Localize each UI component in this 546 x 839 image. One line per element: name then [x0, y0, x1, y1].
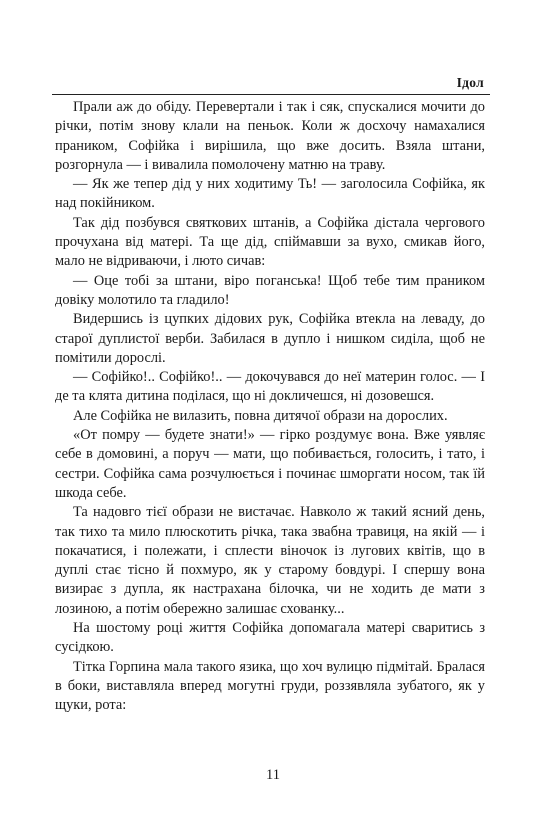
paragraph: — Як же тепер дід у них ходитиму Ть! — заголосила Софійка, як над покійником.: [55, 176, 485, 212]
paragraph: «От помру — будете знати!» — гірко роздумує вона. Вже уявляє себе в домовині, а поруч — мати, що побивається, голосить, і тато, і сестри. Софійка сама розчулюється і починає шморгати носом, так їй шкода себе.: [55, 427, 485, 501]
paragraph: Але Софійка не вилазить, повна дитячої образи на дорослих.: [73, 407, 448, 424]
paragraph: — Оце тобі за штани, віро поганська! Щоб тебе тим праником довіку молотило та гладило!: [55, 272, 485, 308]
paragraph: — Софійко!.. Софійко!.. — докочувався до неї материн голос. — І де та клята дитина поділася, що ні докличешся, ні дозовешся.: [55, 369, 485, 405]
paragraph: Прали аж до обіду. Перевертали і так і сяк, спускалися мочити до річки, потім знову клали на пеньок. Коли ж досхочу намахалися праником, Софійка і вирішила, що вже досить. Взяла штани, розгорнула — і вивалила помолочену матню на траву.: [55, 99, 485, 173]
header-rule: [52, 94, 490, 95]
paragraph: Тітка Горпина мала такого язика, що хоч вулицю підмітай. Бралася в боки, виставляла вперед могутні груди, роззявляла зубатого, як у щуки, рота:: [55, 658, 485, 714]
paragraph: Так дід позбувся святкових штанів, а Софійка дістала чергового прочухана від матері. Та ще дід, спіймавши за вухо, смикав його, мало не відриваючи, і люто сичав:: [55, 214, 485, 270]
page-body: [55, 98, 485, 716]
page-number: 11: [266, 767, 280, 783]
paragraph: На шостому році життя Софійка допомагала матері сваритись з сусідкою.: [55, 620, 485, 656]
paragraph: Та надовго тієї образи не вистачає. Навколо ж такий ясний день, так тихо та мило плюскотить річка, така звабна травиця, на якій — і покачатися, і полежати, і сплести віночок із лугових квітів, що в дуплі стає тісно й похмуро, як у старому бовдурі. І спершу вона визирає з дупла, як настрахана білочка, чи не ходить де мати з лозиною, а потім обережно залишає схованку...: [55, 504, 485, 617]
running-header-title: Ідол: [456, 75, 484, 90]
paragraph: Видершись із цупких дідових рук, Софійка втекла на леваду, до старої дуплистої верби. Забилася в дупло і нишком сиділа, щоб не помітили дорослі.: [55, 311, 485, 366]
